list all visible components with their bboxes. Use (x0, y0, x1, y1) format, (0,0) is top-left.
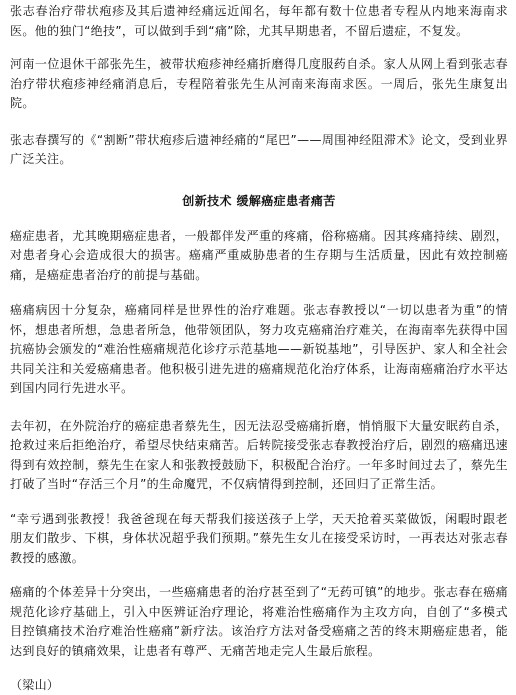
paragraph: 去年初，在外院治疗的癌症患者蔡先生，因无法忍受癌痛折磨，悄悄服下大量安眠药自杀，抢救过来后拒绝治疗，希望尽快结束痛苦。后转院接受张志春教授治疗后，剧烈的癌痛迅速得到有效控制，蔡先生在家人和张教授鼓励下，积极配合治疗。一年多时间过去了，蔡先生打破了当时“存活三个月”的生命魔咒，不仅病情得到控制，还回归了正常生活。 (10, 418, 508, 491)
section-heading: 创新技术 缓解癌症患者痛苦 (182, 193, 336, 208)
paragraph: 癌痛病因十分复杂，癌痛同样是世界性的治疗难题。张志春教授以“一切以患者为重”的情怀，想患者所想，急患者所急，他带领团队，努力攻克癌痛治疗难关，在海南率先获得中国抗癌协会颁发的“难治性癌痛规范化诊疗示范基地——新锐基地”，引导医护、家人和全社会共同关注和关爱癌痛患者。他积极引进先进的癌痛规范化治疗体系，让海南癌痛治疗水平达到国内同行先进水平。 (10, 303, 508, 395)
author-byline: （梁山） (10, 678, 60, 692)
paragraph: “幸亏遇到张教授！我爸爸现在每天帮我们接送孩子上学，天天抢着买菜做饭，闲暇时跟老朋友们散步、下棋，身体状况超乎我们预期。”蔡先生女儿在接受采访时，一再表达对张志春教授的感激。 (10, 511, 508, 565)
paragraph: 河南一位退休干部张先生，被带状疱疹神经痛折磨得几度服药自杀。家人从网上看到张志春治疗带状疱疹神经痛消息后，专程陪着张先生从河南来海南求医。一周后，张先生康复出院。 (10, 57, 508, 110)
paragraph: 张志春撰写的《“割断”带状疱疹后遗神经痛的“尾巴”——周围神经阻滞术》论文，受到业界广泛关注。 (10, 132, 508, 166)
paragraph: 癌痛的个体差异十分突出，一些癌痛患者的治疗甚至到了“无药可镇”的地步。张志春在癌痛规范化诊疗基础上，引入中医辨证治疗理论，将难治性癌痛作为主攻方向，自创了“多模式目控镇痛技术治疗难治性癌痛”新疗法。该治疗方法对备受癌痛之苦的终末期癌症患者，能达到良好的镇痛效果，让患者有尊严、无痛苦地走完人生最后旅程。 (10, 585, 508, 658)
paragraph: 张志春治疗带状疱疹及其后遗神经痛远近闻名，每年都有数十位患者专程从内地来海南求医。他的独门“绝技”，可以做到手到“痛”除，尤其早期患者，不留后遗症，不复发。 (10, 4, 508, 38)
paragraph: 癌症患者，尤其晚期癌症患者，一般都伴发严重的疼痛，俗称癌痛。因其疼痛持续、剧烈，对患者身心会造成很大的损害。癌痛严重威胁患者的生存期与生活质量，因此有效控制癌痛，是癌症患者治疗的前提与基础。 (10, 228, 508, 282)
